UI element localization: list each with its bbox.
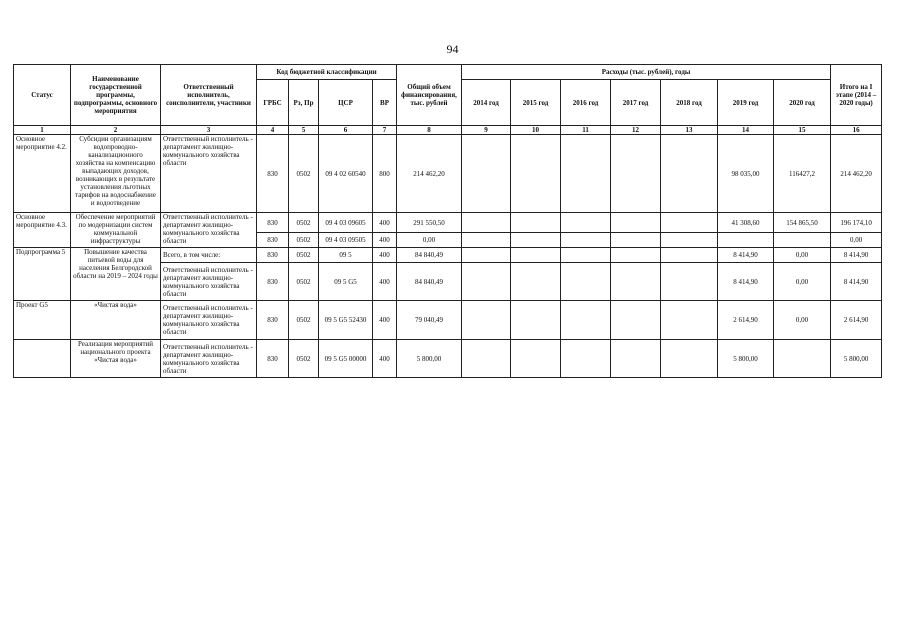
- cell-name: «Чистая вода»: [71, 301, 161, 340]
- col-number: 4: [257, 126, 289, 135]
- cell-empty: [661, 263, 718, 301]
- col-number: 3: [161, 126, 257, 135]
- cell-total: 5 800,00: [397, 340, 462, 378]
- table-row: [14, 213, 882, 233]
- page-number: 94: [446, 42, 459, 56]
- col-number: 8: [397, 126, 462, 135]
- col-number: 12: [611, 126, 661, 135]
- cell-2020: 0,00: [774, 301, 831, 340]
- header-year: 2019 год: [718, 80, 774, 126]
- cell-grbs: 830: [257, 263, 289, 301]
- cell-empty: [561, 248, 611, 263]
- cell-rzpr: 0502: [289, 263, 319, 301]
- cell-itogo: 0,00: [831, 233, 882, 248]
- header-vr: ВР: [373, 80, 397, 126]
- cell-empty: [462, 233, 511, 248]
- cell-total: 0,00: [397, 233, 462, 248]
- col-number: 16: [831, 126, 882, 135]
- cell-itogo: 196 174,10: [831, 213, 882, 233]
- cell-vr: 800: [373, 135, 397, 213]
- header-row-1: [14, 65, 882, 80]
- cell-rzpr: 0502: [289, 248, 319, 263]
- cell-2019: 98 035,00: [718, 135, 774, 213]
- cell-empty: [611, 263, 661, 301]
- header-responsible: Ответственный исполнитель, соисполнители, участники: [161, 65, 257, 126]
- cell-total: 84 840,49: [397, 248, 462, 263]
- table-row: [14, 340, 882, 378]
- cell-total: 291 550,50: [397, 213, 462, 233]
- cell-total: 79 040,49: [397, 301, 462, 340]
- cell-empty: [611, 213, 661, 233]
- cell-grbs: 830: [257, 248, 289, 263]
- cell-empty: [511, 263, 561, 301]
- cell-empty: [611, 301, 661, 340]
- cell-responsible: Ответственный исполнитель - департамент жилищно-коммунального хозяйства области: [161, 263, 257, 301]
- cell-empty: [511, 213, 561, 233]
- cell-csr: 09 4 03 09605: [319, 213, 373, 233]
- cell-itogo: 8 414,90: [831, 263, 882, 301]
- header-status: Статус: [14, 65, 71, 126]
- header-grbs: ГРБС: [257, 80, 289, 126]
- cell-2020: 0,00: [774, 248, 831, 263]
- cell-name: Обеспечение мероприятий по модернизации систем коммунальной инфраструктуры: [71, 213, 161, 248]
- cell-grbs: 830: [257, 213, 289, 233]
- cell-rzpr: 0502: [289, 135, 319, 213]
- cell-rzpr: 0502: [289, 213, 319, 233]
- cell-empty: [661, 233, 718, 248]
- col-number: 14: [718, 126, 774, 135]
- cell-status: Подпрограмма 5: [14, 248, 71, 301]
- header-name: Наименование государственной программы, подпрограммы, основного мероприятия: [71, 65, 161, 126]
- cell-csr: 09 4 02 60540: [319, 135, 373, 213]
- cell-2020: 116427,2: [774, 135, 831, 213]
- cell-2019: 5 800,00: [718, 340, 774, 378]
- cell-empty: [511, 248, 561, 263]
- header-csr: ЦСР: [319, 80, 373, 126]
- cell-name: Реализация мероприятий национального проекта «Чистая вода»: [71, 340, 161, 378]
- cell-total: 84 840,49: [397, 263, 462, 301]
- header-year: 2015 год: [511, 80, 561, 126]
- cell-empty: [511, 233, 561, 248]
- cell-empty: [462, 301, 511, 340]
- cell-2019: 8 414,90: [718, 263, 774, 301]
- cell-vr: 400: [373, 263, 397, 301]
- cell-status: Основное мероприятие 4.2.: [14, 135, 71, 213]
- cell-grbs: 830: [257, 233, 289, 248]
- cell-responsible: Ответственный исполнитель - департамент жилищно-коммунального хозяйства области: [161, 213, 257, 248]
- cell-empty: [462, 263, 511, 301]
- cell-itogo: 214 462,20: [831, 135, 882, 213]
- cell-empty: [661, 213, 718, 233]
- col-number: 13: [661, 126, 718, 135]
- header-year: 2016 год: [561, 80, 611, 126]
- cell-rzpr: 0502: [289, 233, 319, 248]
- table-row: [14, 301, 882, 340]
- cell-status: Проект G5: [14, 301, 71, 340]
- cell-grbs: 830: [257, 301, 289, 340]
- cell-empty: [511, 301, 561, 340]
- cell-empty: [462, 213, 511, 233]
- col-number: 9: [462, 126, 511, 135]
- col-number: 7: [373, 126, 397, 135]
- cell-rzpr: 0502: [289, 340, 319, 378]
- cell-empty: [561, 213, 611, 233]
- cell-csr: 09 5 G5 00000: [319, 340, 373, 378]
- cell-empty: [561, 263, 611, 301]
- cell-responsible: Ответственный исполнитель - департамент жилищно-коммунального хозяйства области: [161, 340, 257, 378]
- cell-empty: [718, 233, 774, 248]
- header-year: 2014 год: [462, 80, 511, 126]
- cell-empty: [511, 340, 561, 378]
- header-budget-class: Код бюджетной классификации: [257, 65, 397, 80]
- cell-status: Основное мероприятие 4.3.: [14, 213, 71, 248]
- cell-2019: 8 414,90: [718, 248, 774, 263]
- cell-total: 214 462,20: [397, 135, 462, 213]
- col-number: 15: [774, 126, 831, 135]
- header-expenses: Расходы (тыс. рублей), годы: [462, 65, 831, 80]
- cell-empty: [462, 340, 511, 378]
- cell-empty: [511, 135, 561, 213]
- col-number: 1: [14, 126, 71, 135]
- cell-empty: [774, 233, 831, 248]
- cell-vr: 400: [373, 233, 397, 248]
- column-numbers-row: [14, 126, 882, 135]
- cell-responsible: Ответственный исполнитель - департамент жилищно-коммунального хозяйства области: [161, 301, 257, 340]
- header-year: 2020 год: [774, 80, 831, 126]
- cell-empty: [661, 301, 718, 340]
- cell-empty: [561, 301, 611, 340]
- cell-csr: 09 4 03 09505: [319, 233, 373, 248]
- cell-csr: 09 5 G5 52430: [319, 301, 373, 340]
- col-number: 10: [511, 126, 561, 135]
- cell-empty: [661, 248, 718, 263]
- cell-2019: 41 308,60: [718, 213, 774, 233]
- budget-table: [13, 64, 882, 378]
- cell-vr: 400: [373, 213, 397, 233]
- header-itogo: Итого на I этапе (2014 – 2020 годы): [831, 65, 882, 126]
- col-number: 5: [289, 126, 319, 135]
- table-row: [14, 135, 882, 213]
- cell-empty: [561, 135, 611, 213]
- header-year: 2017 год: [611, 80, 661, 126]
- cell-vr: 400: [373, 340, 397, 378]
- cell-empty: [611, 248, 661, 263]
- cell-grbs: 830: [257, 135, 289, 213]
- cell-empty: [661, 135, 718, 213]
- cell-rzpr: 0502: [289, 301, 319, 340]
- cell-empty: [462, 248, 511, 263]
- cell-itogo: 8 414,90: [831, 248, 882, 263]
- cell-name: Субсидии организациям водопроводно-канализационного хозяйства на компенсацию выпадающих доходов, возникающих в результате установления льготных тарифов на водоснабжение и водоотведение: [71, 135, 161, 213]
- cell-empty: [462, 135, 511, 213]
- cell-status-empty: [14, 340, 71, 378]
- header-year: 2018 год: [661, 80, 718, 126]
- table-row: [14, 248, 882, 263]
- cell-empty: [611, 135, 661, 213]
- col-number: 2: [71, 126, 161, 135]
- cell-name: Повышение качества питьевой воды для населения Белгородской области на 2019 – 2024 годы: [71, 248, 161, 301]
- cell-empty: [561, 233, 611, 248]
- cell-responsible: Всего, в том числе:: [161, 248, 257, 263]
- cell-itogo: 2 614,90: [831, 301, 882, 340]
- cell-vr: 400: [373, 248, 397, 263]
- cell-grbs: 830: [257, 340, 289, 378]
- cell-csr: 09 5: [319, 248, 373, 263]
- cell-vr: 400: [373, 301, 397, 340]
- cell-csr: 09 5 G5: [319, 263, 373, 301]
- header-rzpr: Рз, Пр: [289, 80, 319, 126]
- header-total-volume: Общий объем финансирования, тыс. рублей: [397, 65, 462, 126]
- col-number: 11: [561, 126, 611, 135]
- cell-empty: [611, 233, 661, 248]
- cell-itogo: 5 800,00: [831, 340, 882, 378]
- budget-table-container: [13, 64, 881, 378]
- cell-2020: 154 865,50: [774, 213, 831, 233]
- cell-empty: [611, 340, 661, 378]
- cell-2019: 2 614,90: [718, 301, 774, 340]
- cell-empty: [561, 340, 611, 378]
- col-number: 6: [319, 126, 373, 135]
- cell-2020: 0,00: [774, 263, 831, 301]
- cell-empty: [774, 340, 831, 378]
- cell-responsible: Ответственный исполнитель - департамент жилищно-коммунального хозяйства области: [161, 135, 257, 213]
- cell-empty: [661, 340, 718, 378]
